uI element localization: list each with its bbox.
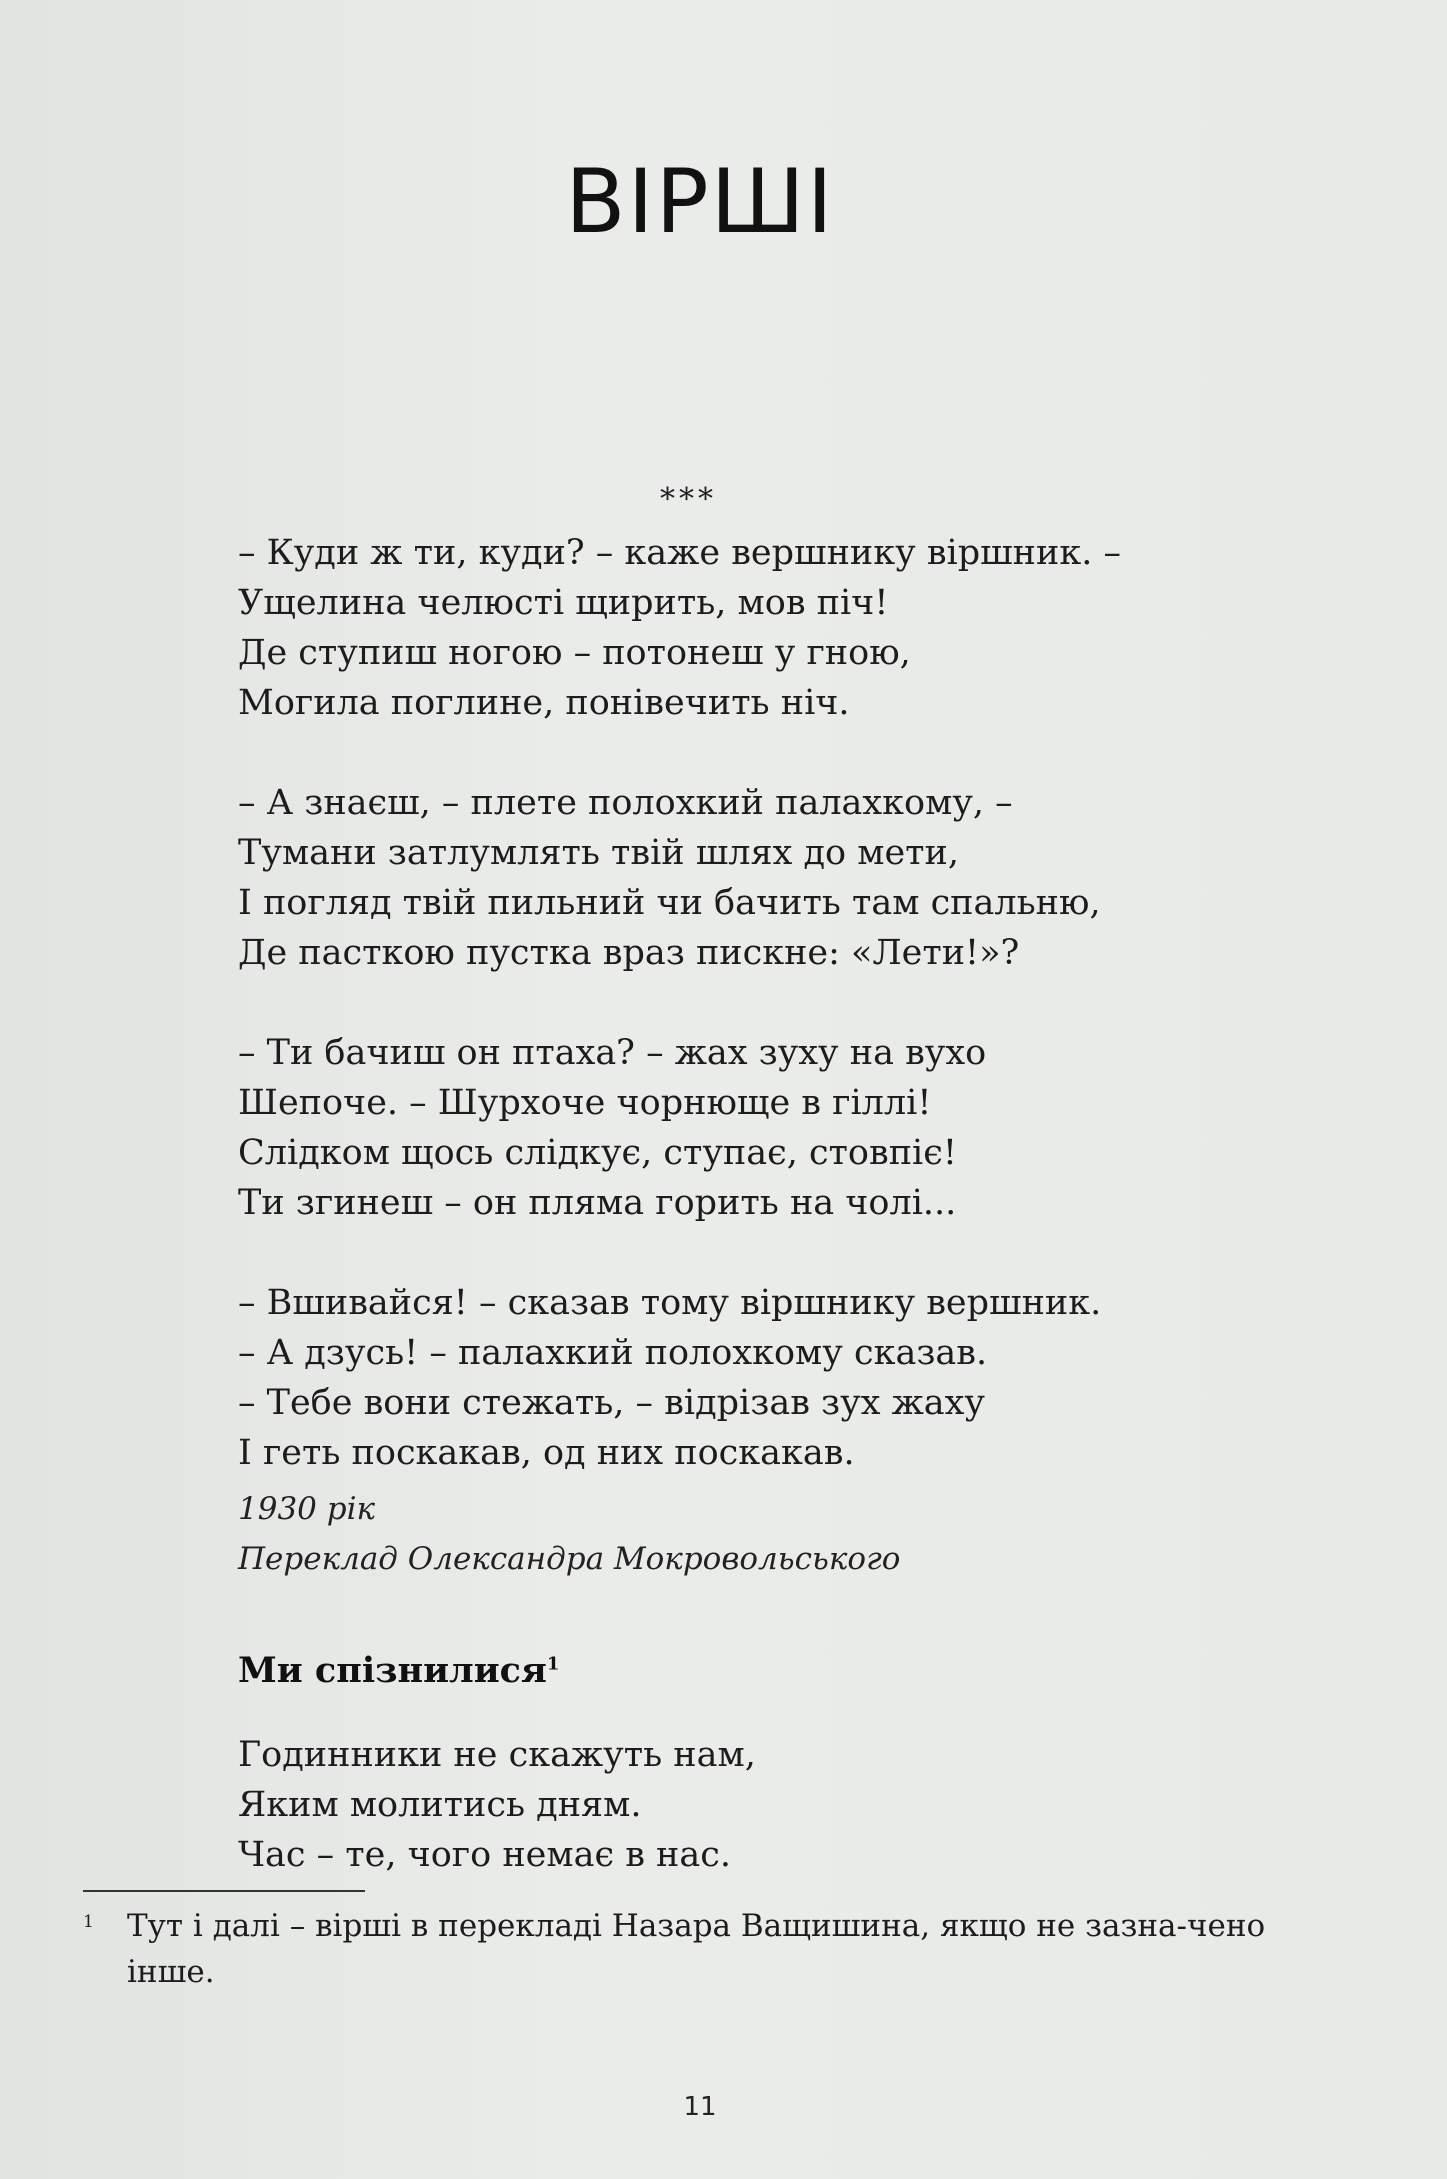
- stanza-1: [238, 528, 1121, 728]
- footnote-mark: 1: [83, 1912, 94, 1932]
- poem-line: Могила поглине, понівечить ніч.: [238, 683, 850, 723]
- poem-line: – Вшивайся! – сказав тому віршнику вершник.: [238, 1283, 1102, 1323]
- poem-line: Де пасткою пустка враз пискне: «Лети!»?: [238, 933, 1020, 973]
- poem-line: Шепоче. – Шурхоче чорнюще в гіллі!: [238, 1083, 932, 1123]
- poem-2-title-text: Ми спізнилися: [238, 1650, 547, 1691]
- poem-line: І геть поскакав, од них поскакав.: [238, 1433, 855, 1473]
- footnote-divider: [83, 1890, 365, 1892]
- poem-line: Годинники не скажуть нам,: [238, 1735, 756, 1775]
- poem-1-meta: [238, 1484, 900, 1584]
- poem-2: [238, 1730, 756, 1880]
- poem-line: – Куди ж ти, куди? – каже вершнику віршник. –: [238, 533, 1121, 573]
- page-title: ВІРШІ: [565, 150, 835, 253]
- poem-line: Тумани затлумлять твій шлях до мети,: [238, 833, 959, 873]
- stanza-4: [238, 1278, 1121, 1478]
- poem-line: Яким молитись дням.: [238, 1785, 642, 1825]
- stanza-2: [238, 778, 1121, 978]
- footnote-reference: 1: [546, 1653, 560, 1675]
- poem-line: Де ступиш ногою – потонеш у гною,: [238, 633, 911, 673]
- poem-line: Час – те, чого немає в нас.: [238, 1835, 731, 1875]
- poem-line: – Ти бачиш он птаха? – жах зуху на вухо: [238, 1033, 987, 1073]
- stanza-3: [238, 1028, 1121, 1228]
- poem-line: – А знаєш, – плете полохкий палахкому, –: [238, 783, 1013, 823]
- page-number: 11: [683, 2092, 717, 2122]
- poem-line: Слідком щось слідкує, ступає, стовпіє!: [238, 1133, 957, 1173]
- poem-line: Ущелина челюсті щирить, мов піч!: [238, 583, 889, 623]
- poem-1: [238, 528, 1121, 1478]
- poem-year: 1930 рік: [238, 1491, 376, 1527]
- translation-credit: Переклад Олександра Мокровольського: [238, 1541, 901, 1577]
- poem-2-title: [238, 1650, 559, 1691]
- section-mark: ***: [660, 482, 717, 517]
- poem-line: Ти згинеш – он пляма горить на чолі...: [238, 1183, 957, 1223]
- poem-line: – Тебе вони стежать, – відрізав зух жаху: [238, 1383, 985, 1423]
- poem-line: І погляд твій пильний чи бачить там спальню,: [238, 883, 1101, 923]
- footnote-text: Тут і далі – вірші в перекладі Назара Ващишина, якщо не зазна-чено інше.: [127, 1908, 1266, 1990]
- poem-line: – А дзусь! – палахкий полохкому сказав.: [238, 1333, 988, 1373]
- footnote: [83, 1903, 1323, 1995]
